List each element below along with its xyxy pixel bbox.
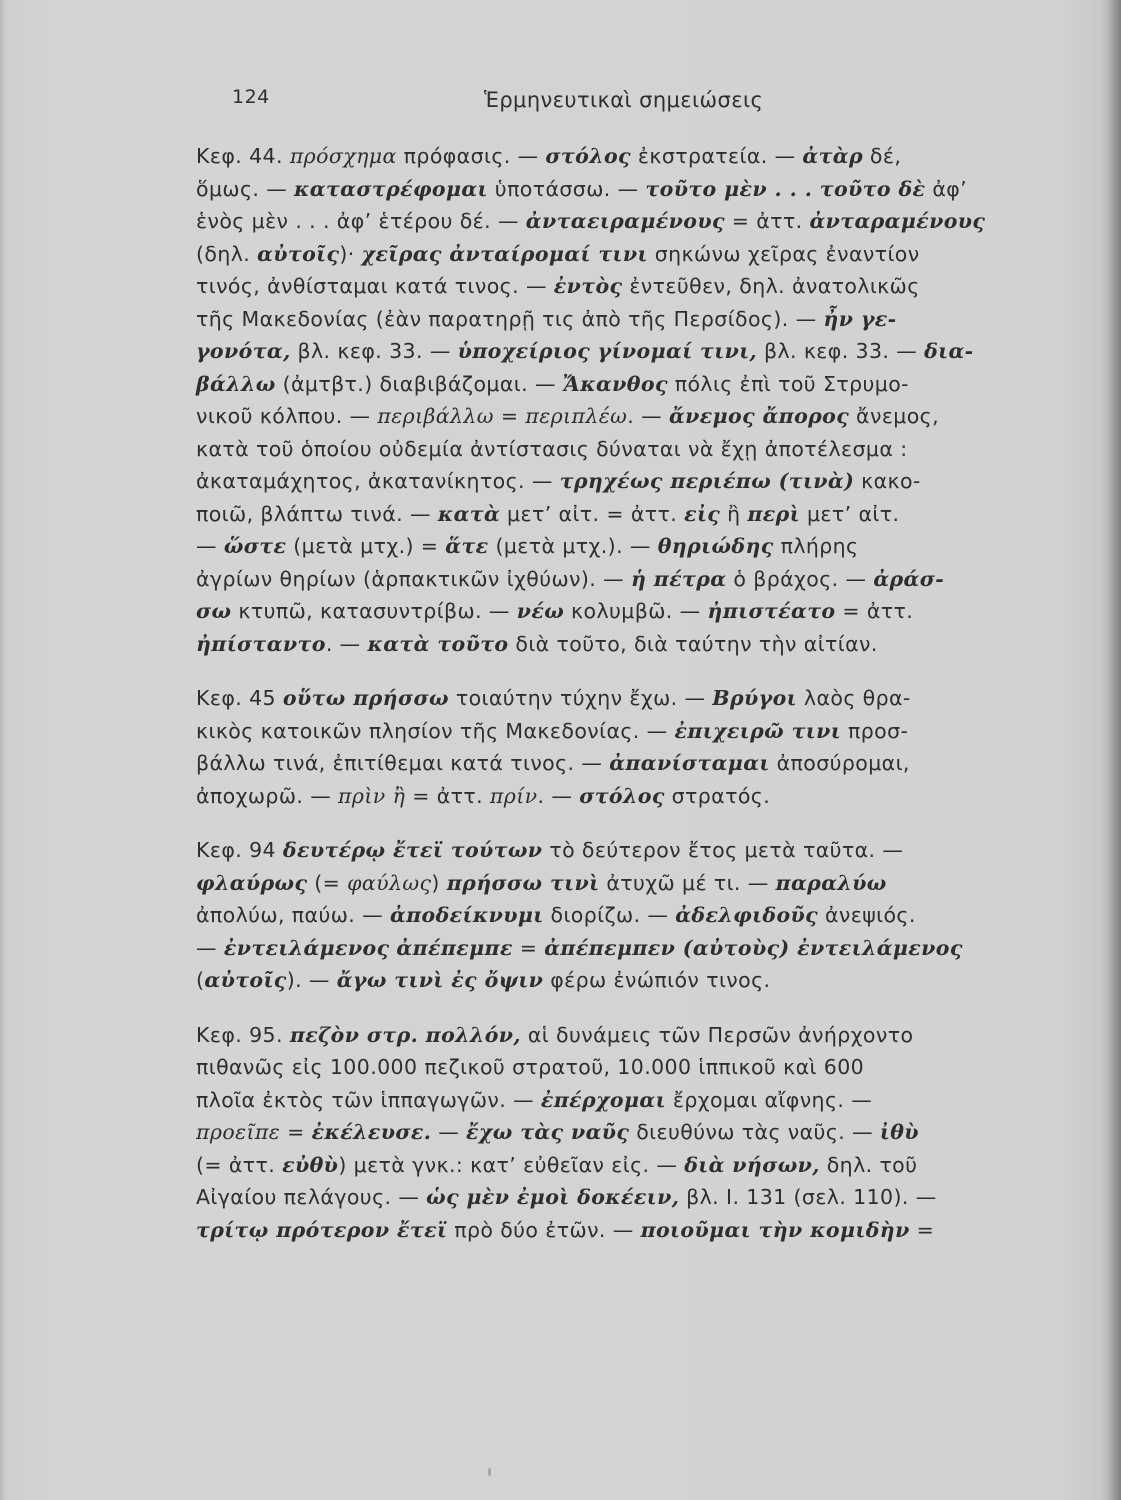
text-run: κατὰ τοῦ ὁποίου οὐδεμία ἀντίστασις δύναται νὰ ἔχῃ ἀποτέλεσμα : (196, 436, 908, 461)
lemma: ἐπέρχομαι (540, 1087, 666, 1112)
lemma: διὰ νήσων, (684, 1152, 820, 1177)
lemma: ἐντὸς (553, 274, 623, 298)
text-line (196, 1116, 1076, 1149)
lemma: ἀτὰρ (802, 144, 863, 168)
text-line (196, 205, 1076, 238)
text-run: ἔρχομαι αἴφνης. — (665, 1087, 873, 1112)
text-run: ( (196, 968, 205, 992)
text-run: μετ’ αἰτ. (800, 501, 900, 526)
text-line (196, 1084, 1076, 1117)
lemma: χεῖρας ἀνταίρομαί τινι (361, 241, 648, 266)
text-run: . — (325, 631, 368, 656)
text-run: = (512, 935, 545, 960)
text-run: — (196, 534, 224, 558)
lemma: Βρύγοι (712, 686, 798, 710)
text-run: — (196, 935, 224, 960)
lemma: ποιοῦμαι τὴν κομιδὴν (640, 1217, 910, 1242)
text-run: πρὸ δύο ἐτῶν. — (447, 1217, 641, 1242)
text-line (196, 747, 1076, 780)
text-line (196, 964, 1076, 997)
lemma: ἄγω τινὶ ἐς ὄψιν (336, 968, 544, 992)
text-run: ἐκστρατεία. — (630, 144, 803, 168)
text-run: ὁ βράχος. — (726, 566, 874, 591)
text-run: Κεφ. 95. (196, 1022, 290, 1047)
text-run: τινός, ἀνθίσταμαι κατά τινος. — (196, 274, 554, 298)
text-run: (= (307, 870, 348, 895)
text-run: βλ. Ι. 131 (σελ. 110). — (679, 1185, 937, 1209)
text-run: ἢ (720, 501, 748, 526)
text-run: (= ἀττ. (196, 1152, 283, 1177)
text-run: = ἀττ. (835, 599, 914, 623)
lemma: πρίν (489, 783, 538, 808)
lemma: ἀπέπεμπε (396, 935, 513, 960)
text-run: πόλις ἐπὶ τοῦ Στρυμο- (667, 371, 909, 396)
text-line (196, 335, 1076, 368)
text-line (196, 1181, 1076, 1214)
lemma: εἰς (684, 501, 721, 526)
lemma: ἀνταραμένους (809, 209, 986, 233)
lemma: προεῖπε (196, 1120, 281, 1144)
lemma: δια- (924, 339, 974, 363)
lemma: πρὶν ἢ (338, 783, 406, 808)
text-run: Κεφ. 45 (196, 686, 283, 710)
text-run: πρόφασις. — (396, 144, 546, 168)
text-line (196, 465, 1076, 498)
text-line (196, 899, 1076, 932)
lemma: ἐντειλάμενος (223, 935, 390, 960)
text-line (196, 238, 1076, 271)
text-run: τοιαύτην τύχην ἔχω. — (448, 686, 713, 710)
text-run: λαὸς θρα- (797, 686, 911, 710)
text-run: Κεφ. 44. (196, 144, 290, 168)
lemma: τρηχέως περιέπω (τινὰ) (559, 469, 855, 493)
lemma: πεζὸν στρ. πολλόν, (289, 1022, 521, 1047)
text-run: ἀτυχῶ μέ τι. — (599, 870, 776, 895)
text-line (196, 563, 1076, 596)
text-run: . — (627, 404, 669, 428)
paragraph (196, 140, 1076, 660)
paper-speck (488, 1468, 491, 1476)
lemma: εὐθὺ (282, 1152, 339, 1177)
text-run: ἀπολύω, παύω. — (196, 903, 390, 927)
text-run: κολυμβῶ. — (564, 599, 708, 623)
text-run: δηλ. τοῦ (819, 1152, 918, 1177)
text-run: (μετὰ μτχ.). — (488, 534, 658, 558)
text-run: ἀφ’ (925, 176, 968, 201)
lemma: γονότα, (196, 339, 291, 363)
text-run: πλήρης (773, 534, 859, 558)
text-run: βλ. κεφ. 33. — (290, 339, 458, 363)
page-number: 124 (232, 86, 270, 108)
text-run: προσ- (841, 718, 909, 743)
lemma: ἐπιχειρῶ τινι (674, 718, 842, 743)
lemma: αὐτοῖς (204, 968, 287, 992)
text-run: τὸ δεύτερον ἔτος μετὰ ταῦτα. — (542, 838, 904, 862)
text-run: βλ. κεφ. 33. — (757, 339, 925, 363)
lemma: νέω (516, 599, 565, 623)
text-run: βάλλω τινά, ἐπιτίθεμαι κατά τινος. — (196, 751, 610, 775)
page-edge-shadow (1107, 0, 1121, 1500)
text-line (196, 595, 1076, 628)
lemma: δευτέρῳ ἔτεϊ τούτων (282, 838, 543, 862)
text-run: κτυπῶ, κατασυντρίβω. — (231, 599, 517, 623)
lemma: ὑποχείριος γίνομαί τινι, (457, 339, 758, 363)
text-line (196, 628, 1076, 661)
commentary-text (196, 140, 1076, 1268)
text-run: πλοῖα ἐκτὸς τῶν ἱππαγωγῶν. — (196, 1087, 541, 1112)
text-run: πιθανῶς εἰς 100.000 πεζικοῦ στρατοῦ, 10.000 ἱππικοῦ καὶ 600 (196, 1055, 865, 1079)
lemma: φλαύρως (196, 870, 308, 895)
text-run: κακο- (854, 469, 921, 493)
text-line (196, 368, 1076, 401)
lemma: ἀράσ- (873, 566, 945, 591)
lemma: παραλύω (775, 870, 887, 895)
text-run: = (493, 404, 526, 428)
paragraph (196, 834, 1076, 997)
text-line (196, 932, 1076, 965)
lemma: πρήσσω τινὶ (446, 870, 600, 895)
text-run: = ἀττ. (405, 783, 490, 808)
text-run: ἀνεψιός. (818, 903, 916, 927)
text-line (196, 682, 1076, 715)
text-run: ὑποτάσσω. — (487, 176, 646, 201)
text-line (196, 433, 1076, 466)
text-run: )· (339, 241, 362, 266)
text-run: . — (537, 783, 580, 808)
paragraph (196, 1019, 1076, 1247)
text-run: (μετὰ μτχ.) = (286, 534, 446, 558)
lemma: βάλλω (196, 371, 276, 396)
lemma: καταστρέφομαι (294, 176, 488, 201)
lemma: στόλος (579, 783, 665, 808)
text-run: μετ’ αἰτ. = ἀττ. (500, 501, 685, 526)
text-line (196, 1214, 1076, 1247)
text-run: στρατός. (664, 783, 771, 808)
lemma: ἰθὺ (879, 1120, 919, 1144)
lemma: ἅτε (445, 534, 489, 558)
text-run: διευθύνω τὰς ναῦς. — (629, 1120, 880, 1144)
lemma: τρίτῳ πρότερον ἔτεϊ (196, 1217, 448, 1242)
lemma: ἦν γε- (823, 306, 897, 331)
lemma: ἡ πέτρα (630, 566, 727, 591)
lemma: ὡς μὲν ἐμοὶ δοκέειν, (426, 1185, 680, 1209)
lemma: ἐκέλευσε. (311, 1120, 432, 1144)
text-line (196, 834, 1076, 867)
text-run: φέρω ἐνώπιόν τινος. (543, 968, 771, 992)
text-run: ὅμως. — (196, 176, 295, 201)
text-line (196, 498, 1076, 531)
text-run: διὰ τοῦτο, διὰ ταύτην τὴν αἰτίαν. (508, 631, 878, 656)
lemma: ἔχω τὰς ναῦς (466, 1120, 630, 1144)
text-run: σηκώνω χεῖρας ἐναντίον (647, 241, 920, 266)
text-run: = ἀττ. (724, 209, 810, 233)
lemma: αὐτοῖς (257, 241, 340, 266)
text-run: τῆς Μακεδονίας (ἐὰν παρατηρῇ τις ἀπὸ τῆς Περσίδος). — (196, 306, 824, 331)
page-header (232, 86, 842, 120)
paragraph (196, 682, 1076, 812)
text-run: = (909, 1217, 935, 1242)
lemma: ἄνεμος ἄπορος (668, 404, 850, 428)
text-run: δέ, (862, 144, 902, 168)
lemma: ὥστε (223, 534, 287, 558)
lemma: ἀνταειραμένους (525, 209, 725, 233)
text-line (196, 173, 1076, 206)
text-line (196, 530, 1076, 563)
lemma: ἠπίσταντο (196, 631, 326, 656)
lemma: κατὰ (437, 501, 501, 526)
text-line (196, 1149, 1076, 1182)
text-line (196, 400, 1076, 433)
lemma: ἀπανίσταμαι (609, 751, 770, 775)
text-run: — (431, 1120, 467, 1144)
lemma: ἀποδείκνυμι (389, 903, 544, 927)
text-line (196, 303, 1076, 336)
text-run: Κεφ. 94 (196, 838, 283, 862)
text-run: ἀγρίων θηρίων (ἁρπακτικῶν ἰχθύων). — (196, 566, 631, 591)
text-run: ἑνὸς μὲν . . . ἀφ’ ἑτέρου δέ. — (196, 209, 526, 233)
lemma: περὶ (747, 501, 801, 526)
lemma: σω (196, 599, 232, 623)
lemma: στόλος (545, 144, 631, 168)
lemma: θηριώδης (657, 534, 774, 558)
lemma: φαύλως (347, 870, 432, 895)
text-run: ). — (286, 968, 337, 992)
text-run: = (280, 1120, 312, 1144)
text-run: ἐντεῦθεν, δηλ. ἀνατολικῶς (622, 274, 920, 298)
text-run: ἀκαταμάχητος, ἀκατανίκητος. — (196, 469, 560, 493)
text-run: διορίζω. — (543, 903, 676, 927)
text-line (196, 140, 1076, 173)
text-run: νικοῦ κόλπου. — (196, 404, 378, 428)
lemma: ἀπέπεμπεν (αὐτοὺς) ἐντειλάμενος (544, 935, 963, 960)
lemma: περιπλέω (525, 404, 628, 428)
text-run: ) (431, 870, 447, 895)
lemma: Ἄκανθος (562, 371, 668, 396)
text-run: ἀποχωρῶ. — (196, 783, 339, 808)
text-run: (ἀμτβτ.) διαβιβάζομαι. — (275, 371, 563, 396)
lemma: οὕτω πρήσσω (282, 686, 449, 710)
text-line (196, 867, 1076, 900)
lemma: περιβάλλω (377, 404, 494, 428)
text-line (196, 1019, 1076, 1052)
lemma: ἠπιστέατο (707, 599, 836, 623)
text-line (196, 270, 1076, 303)
text-run: κικὸς κατοικῶν πλησίον τῆς Μακεδονίας. — (196, 718, 675, 743)
running-head: Ἑρμηνευτικαὶ σημειώσεις (484, 88, 764, 112)
text-run: αἱ δυνάμεις τῶν Περσῶν ἀνήρχοντο (520, 1022, 914, 1047)
text-run: ) μετὰ γνκ.: κατ’ εὐθεῖαν εἰς. — (338, 1152, 685, 1177)
lemma: τοῦτο μὲν . . . τοῦτο δὲ (645, 176, 926, 201)
text-run: Αἰγαίου πελάγους. — (196, 1185, 427, 1209)
lemma: ἀδελφιδοῦς (675, 903, 819, 927)
text-line (196, 1051, 1076, 1084)
text-run: ἄνεμος, (849, 404, 940, 428)
text-line (196, 715, 1076, 748)
text-run: (δηλ. (196, 241, 258, 266)
text-line (196, 780, 1076, 813)
text-run: ἀποσύρομαι, (769, 751, 910, 775)
lemma: πρόσχημα (289, 144, 397, 168)
lemma: κατὰ τοῦτο (367, 631, 509, 656)
text-run: ποιῶ, βλάπτω τινά. — (196, 501, 438, 526)
